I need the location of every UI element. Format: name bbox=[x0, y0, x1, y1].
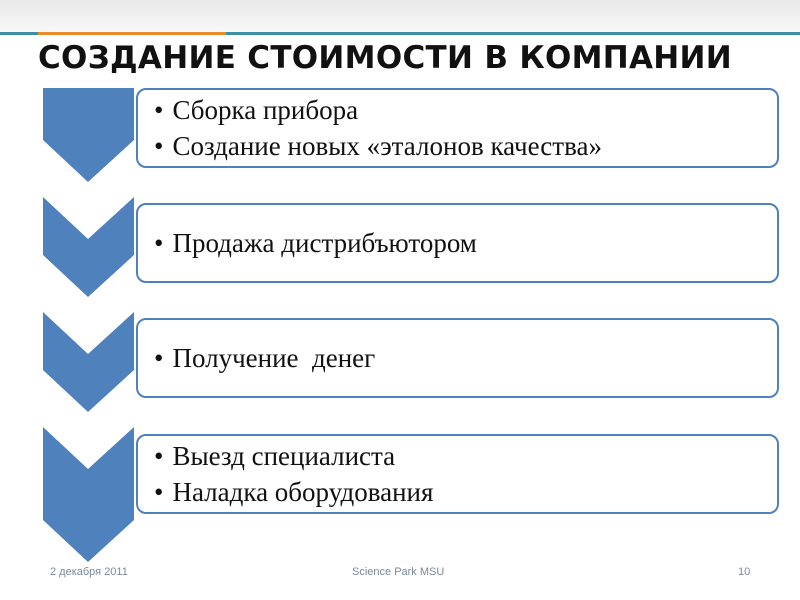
slide-title: СОЗДАНИЕ СТОИМОСТИ В КОМПАНИИ bbox=[38, 40, 733, 76]
step-1-bullet-2: • Создание новых «эталонов качества» bbox=[154, 128, 777, 164]
step-3-bullet-1: • Получение денег bbox=[154, 340, 777, 376]
step-box-1 bbox=[136, 88, 779, 168]
step-1-bullet-1: • Сборка прибора bbox=[154, 92, 777, 128]
step-box-3 bbox=[136, 318, 779, 398]
chevron-step-2 bbox=[43, 197, 134, 297]
step-box-4 bbox=[136, 434, 779, 514]
footer-center-text: Science Park MSU bbox=[352, 566, 445, 578]
step-box-2 bbox=[136, 203, 779, 283]
chevron-step-4 bbox=[43, 427, 134, 562]
page-number: 10 bbox=[738, 566, 751, 578]
footer-date: 2 декабря 2011 bbox=[50, 566, 128, 578]
step-4-bullet-2: • Наладка оборудования bbox=[154, 474, 777, 510]
chevron-step-1 bbox=[43, 88, 134, 182]
step-4-bullet-1: • Выезд специалиста bbox=[154, 438, 777, 474]
chevron-step-3 bbox=[43, 312, 134, 412]
step-2-bullet-1: • Продажа дистрибъютором bbox=[154, 225, 777, 261]
